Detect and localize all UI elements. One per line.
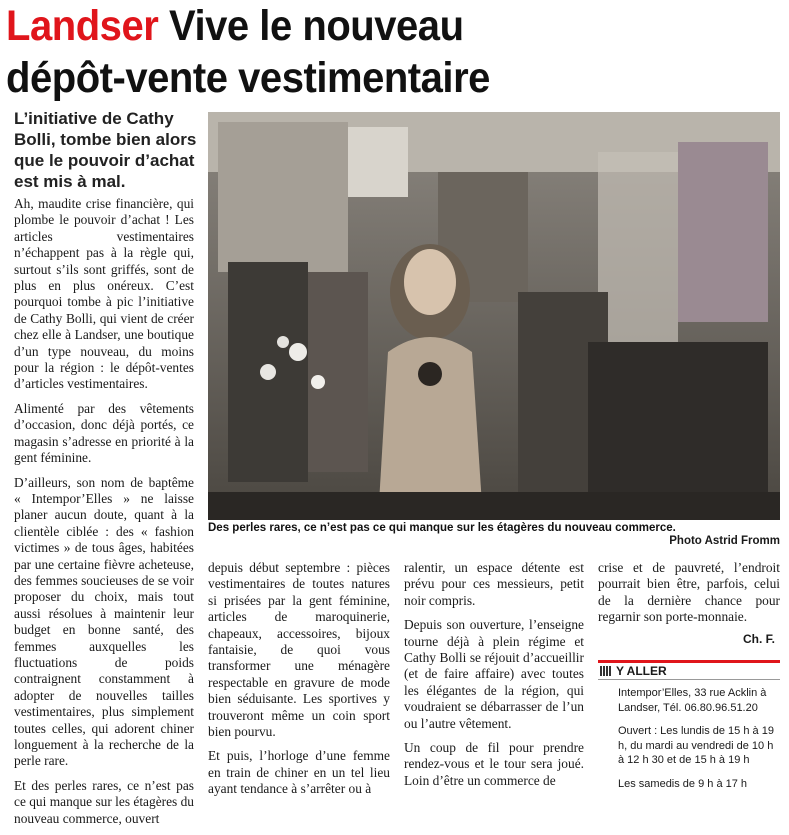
article-column-2 (208, 560, 390, 806)
photo-caption: Des perles rares, ce n’est pas ce qui manque sur les étagères du nouveau commerce. (208, 522, 676, 534)
paragraph: Et des perles rares, ce n’est pas ce qui manque sur les étagères du nouveau commerce, ouvert (14, 777, 194, 826)
info-box-divider (598, 679, 780, 680)
headline-title-line1: Vive le nouveau (168, 2, 464, 50)
bars-icon (600, 666, 612, 676)
info-box-title: Y ALLER (616, 664, 667, 678)
paragraph: depuis début septembre : pièces vestimentaires de toutes natures si prisées par la gent féminine, articles de maroquinerie, chapeaux, accessoires, bijoux fantaisie, de quoi vous transformer une ménagère respectable en gravure de mode bien séduisante. Les sportives y trouveront même un coin sport bien pourvu. (208, 560, 390, 740)
headline-location: Landser (6, 2, 159, 50)
info-box-body (618, 686, 778, 800)
article-column-1 (14, 196, 194, 835)
info-saturday: Les samedis de 9 h à 17 h (618, 777, 748, 790)
headline (6, 0, 731, 104)
paragraph: D’ailleurs, son nom de baptême « Intempor’Elles » ne laisse planer aucun doute, quant à la clientèle ciblée : des « fashion victimes » de tous âges, habitées par une certaine fièvre acheteuse, des femmes soucieuses de se voir proposer du choix, mais tout aussi résolues à maintenir leur budget en bonne santé, des femmes auxquelles les fluctuations de poids contraignent constamment à adopter de nouvelles tailles vestimentaires, plus simplement toutes celles, qui adorent chiner longuement à la recherche de la perle rare. (14, 474, 194, 769)
paragraph: Alimenté par des vêtements d’occasion, donc déjà portés, ce magasin s’adresse en priorité à la gent féminine. (14, 400, 194, 466)
info-box-header (600, 664, 667, 678)
paragraph: Ah, maudite crise financière, qui plombe le pouvoir d’achat ! Les articles vestimentaires n’échappent pas à la règle qui, surtout s’ils sont griffés, sont de plus en plus onéreux. C’est pourquoi tombe à pic l’initiative de Cathy Bolli, qui vient de créer chez elle à Landser, une boutique d’un type nouveau, du moins pour la région : le dépôt-ventes d’articles vestimentaires. (14, 196, 194, 392)
article-column-3 (404, 560, 584, 797)
article-column-4 (598, 560, 780, 634)
info-hours: Ouvert : Les lundis de 15 h à 19 h, du mardi au vendredi de 10 h à 12 h 30 et de 15 h à 19 h (618, 725, 774, 766)
shop-photo (208, 112, 780, 520)
paragraph: Et puis, l’horloge d’une femme en train de chiner en un tel lieu ayant tendance à s’arrêter ou à (208, 748, 390, 797)
paragraph: ralentir, un espace détente est prévu pour ces messieurs, petit noir compris. (404, 560, 584, 608)
photo-illustration (208, 112, 780, 520)
info-box-rule (598, 660, 780, 663)
info-address: Intempor’Elles, 33 rue Acklin à Landser, Tél. 06.80.96.51.20 (618, 687, 767, 714)
author-signature: Ch. F. (743, 632, 775, 646)
lead-paragraph: L’initiative de Cathy Bolli, tombe bien alors que le pouvoir d’achat est mis à mal. (14, 109, 197, 191)
paragraph: crise et de pauvreté, l’endroit pourrait bien être, parfois, celui de la dernière chance pour regarnir son porte-monnaie. (598, 560, 780, 625)
paragraph: Un coup de fil pour prendre rendez-vous et le tour sera joué. Loin d’être un commerce de (404, 740, 584, 788)
paragraph: Depuis son ouverture, l’enseigne tourne déjà à plein régime et Cathy Bolli se réjouit d’accueillir (et de faire affaire) avec toutes les élégantes de la région, qui voudraient se débarrasser de l’un ou l’autre vêtement. (404, 617, 584, 731)
photo-credit: Photo Astrid Fromm (669, 535, 780, 547)
headline-title-line2: dépôt-vente vestimentaire (6, 54, 490, 102)
